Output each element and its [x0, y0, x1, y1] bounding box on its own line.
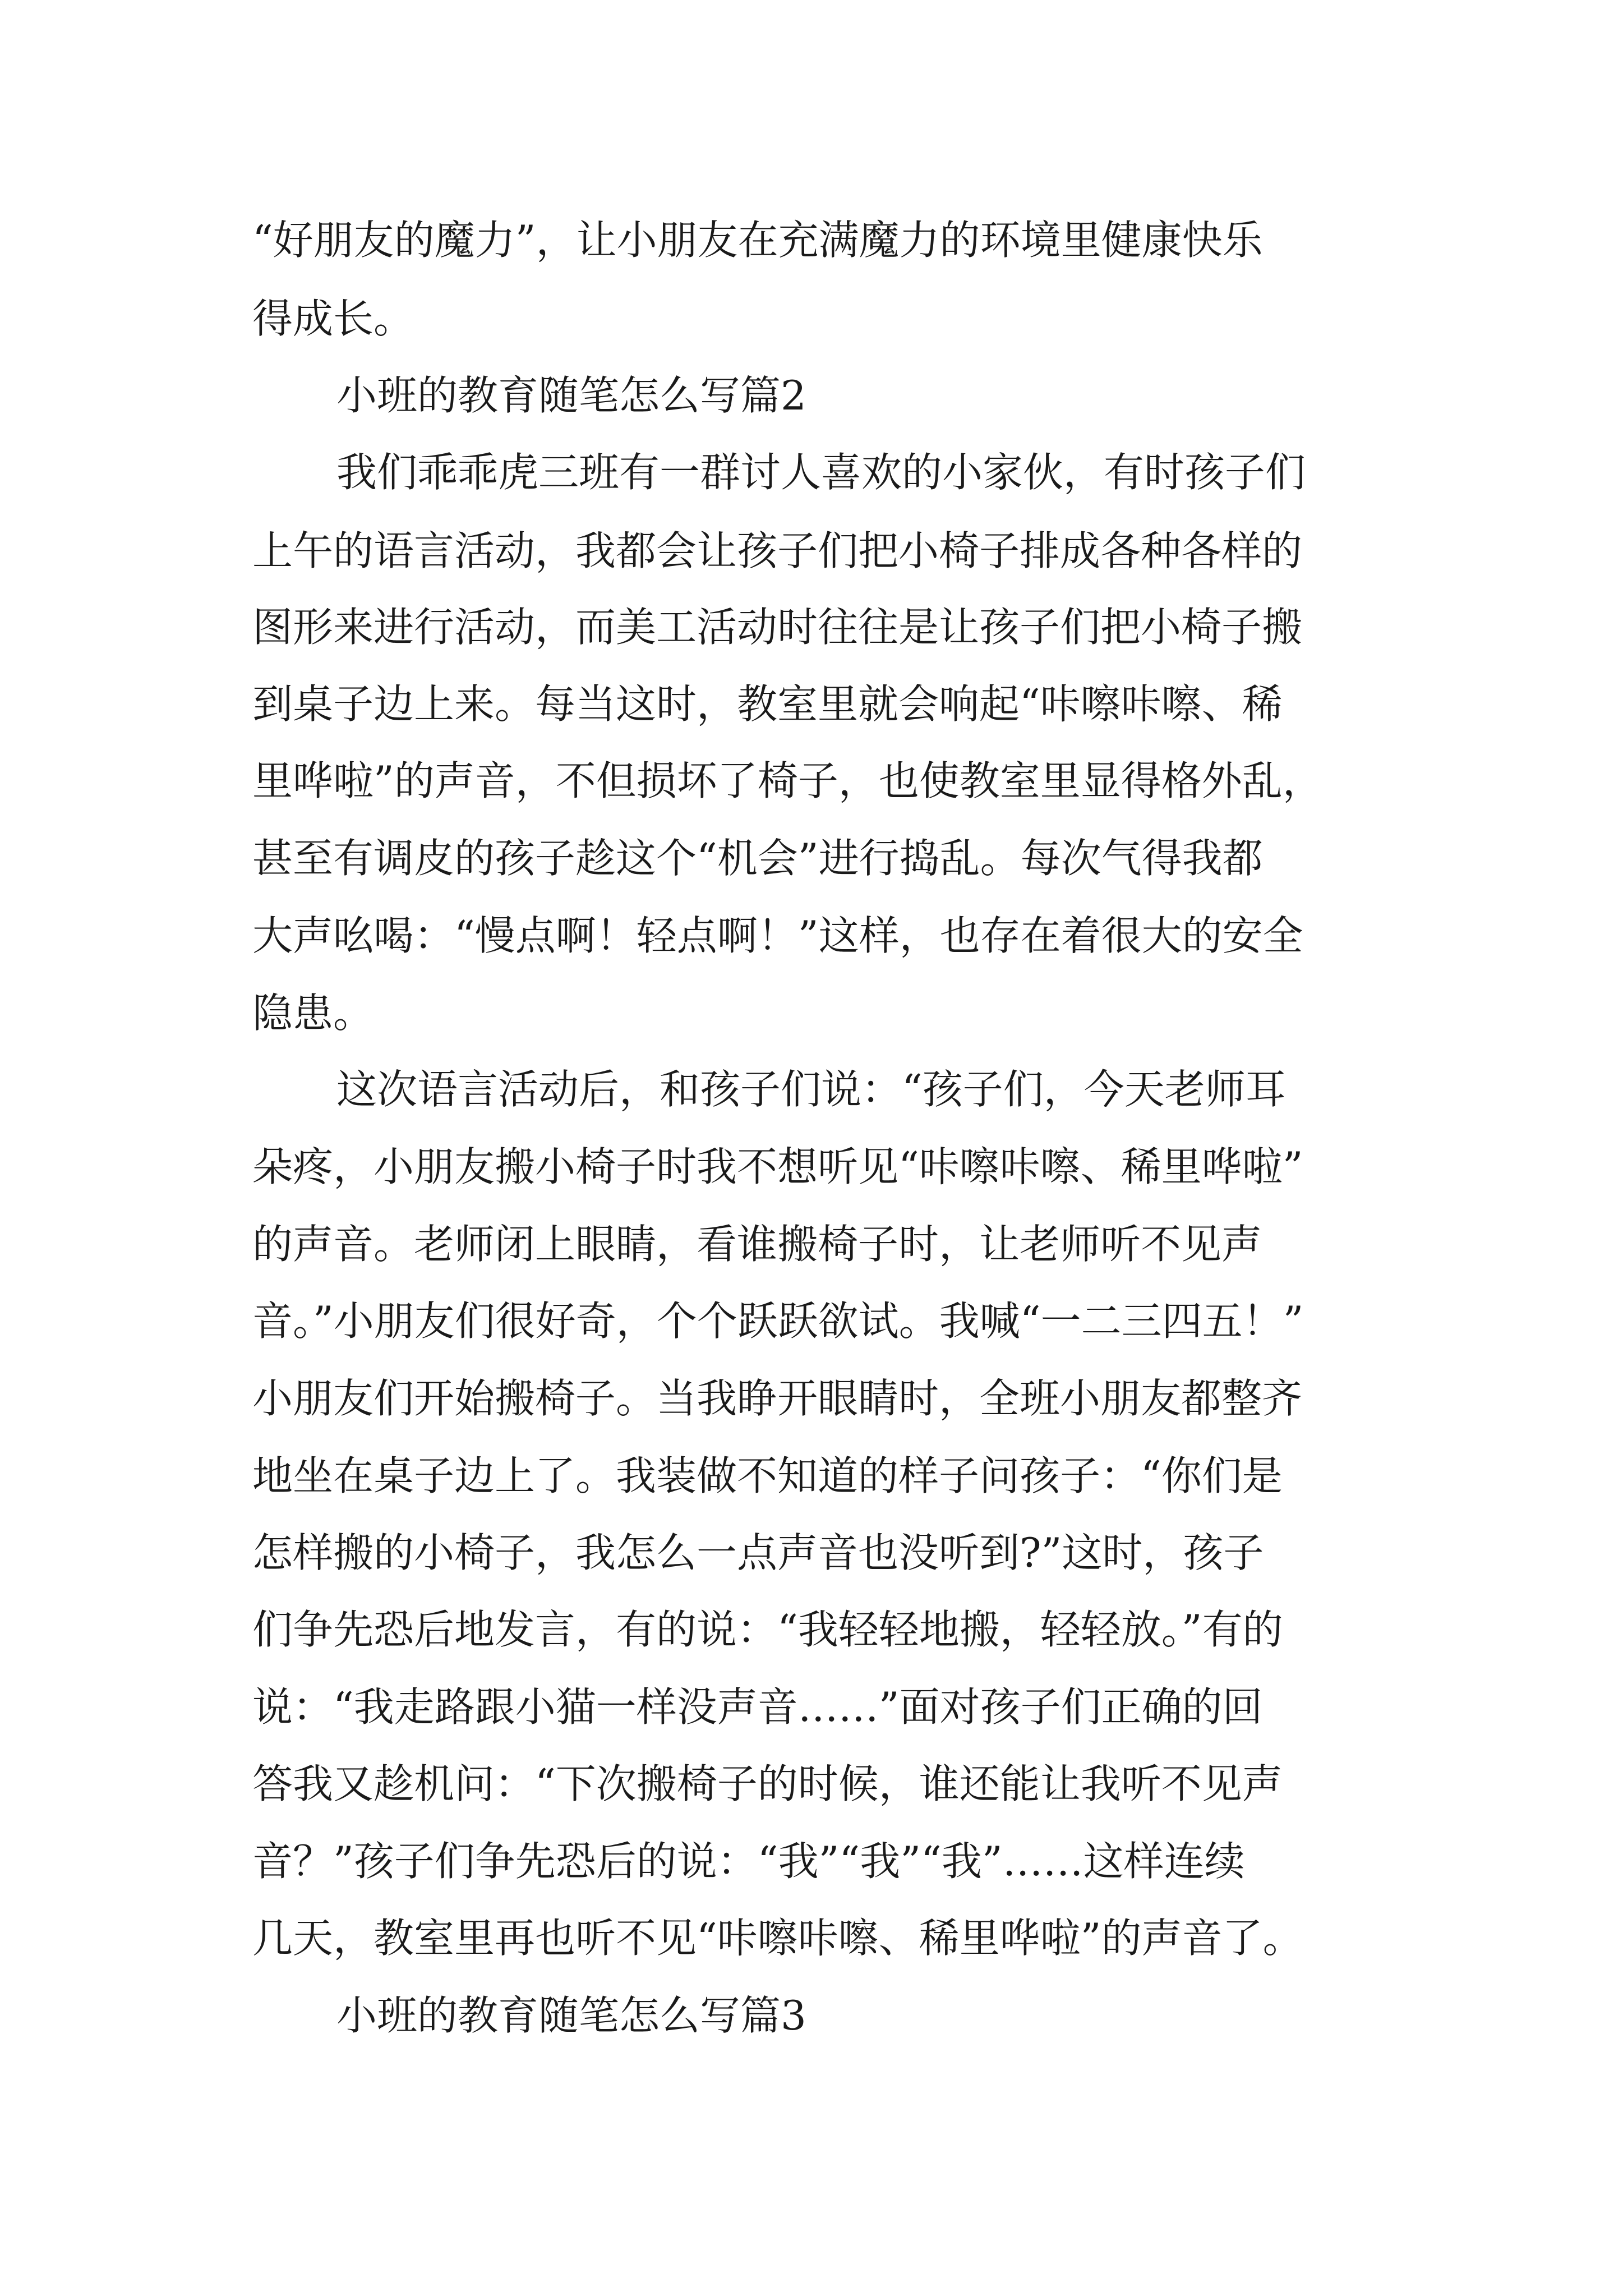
text-line: 地坐在桌子边上了。我装做不知道的样子问孩子：“你们是: [252, 1452, 1283, 1499]
text-line: 我们乖乖虎三班有一群讨人喜欢的小家伙，有时孩子们: [336, 449, 1306, 496]
text-line: 到桌子边上来。每当这时，教室里就会响起“咔嚓咔嚓、稀: [252, 680, 1283, 728]
text-line: 图形来进行活动，而美工活动时往往是让孩子们把小椅子搬: [252, 604, 1303, 651]
text-line: 这次语言活动后，和孩子们说：“孩子们，今天老师耳: [336, 1066, 1286, 1113]
text-line: 怎样搬的小椅子，我怎么一点声音也没听到?”这时，孩子: [252, 1529, 1264, 1576]
text-line: 大声吆喝：“慢点啊！轻点啊！”这样，也存在着很大的安全: [252, 912, 1303, 959]
text-line: 音？”孩子们争先恐后的说：“我”“我”“我”……这样连续: [252, 1838, 1245, 1885]
text-line: 们争先恐后地发言，有的说：“我轻轻地搬，轻轻放。”有的: [252, 1606, 1283, 1653]
text-line: 音。”小朋友们很好奇，个个跃跃欲试。我喊“一二三四五！”: [252, 1297, 1304, 1345]
text-line: 上午的语言活动，我都会让孩子们把小椅子排成各种各样的: [252, 527, 1303, 574]
text-line: “好朋友的魔力”，让小朋友在充满魔力的环境里健康快乐: [252, 217, 1263, 264]
text-line: 的声音。老师闭上眼睛，看谁搬椅子时，让老师听不见声: [252, 1221, 1262, 1268]
section-heading: 小班的教育随笔怎么写篇2: [336, 372, 806, 419]
text-line: 隐患。: [252, 990, 374, 1037]
text-line: 答我又趁机问：“下次搬椅子的时候，谁还能让我听不见声: [252, 1760, 1283, 1807]
text-line: 几天，教室里再也听不见“咔嚓咔嚓、稀里哗啦”的声音了。: [252, 1915, 1303, 1962]
text-line: 说：“我走路跟小猫一样没声音……”面对孩子们正确的回: [252, 1683, 1263, 1731]
section-heading: 小班的教育随笔怎么写篇3: [336, 1992, 806, 2039]
text-line: 小朋友们开始搬椅子。当我睁开眼睛时，全班小朋友都整齐: [252, 1375, 1303, 1422]
text-line: 朵疼，小朋友搬小椅子时我不想听见“咔嚓咔嚓、稀里哗啦”: [252, 1143, 1303, 1190]
text-line: 甚至有调皮的孩子趁这个“机会”进行捣乱。每次气得我都: [252, 835, 1263, 882]
text-line: 得成长。: [252, 295, 414, 342]
text-line: 里哗啦”的声音，不但损坏了椅子，也使教室里显得格外乱，: [252, 757, 1323, 804]
